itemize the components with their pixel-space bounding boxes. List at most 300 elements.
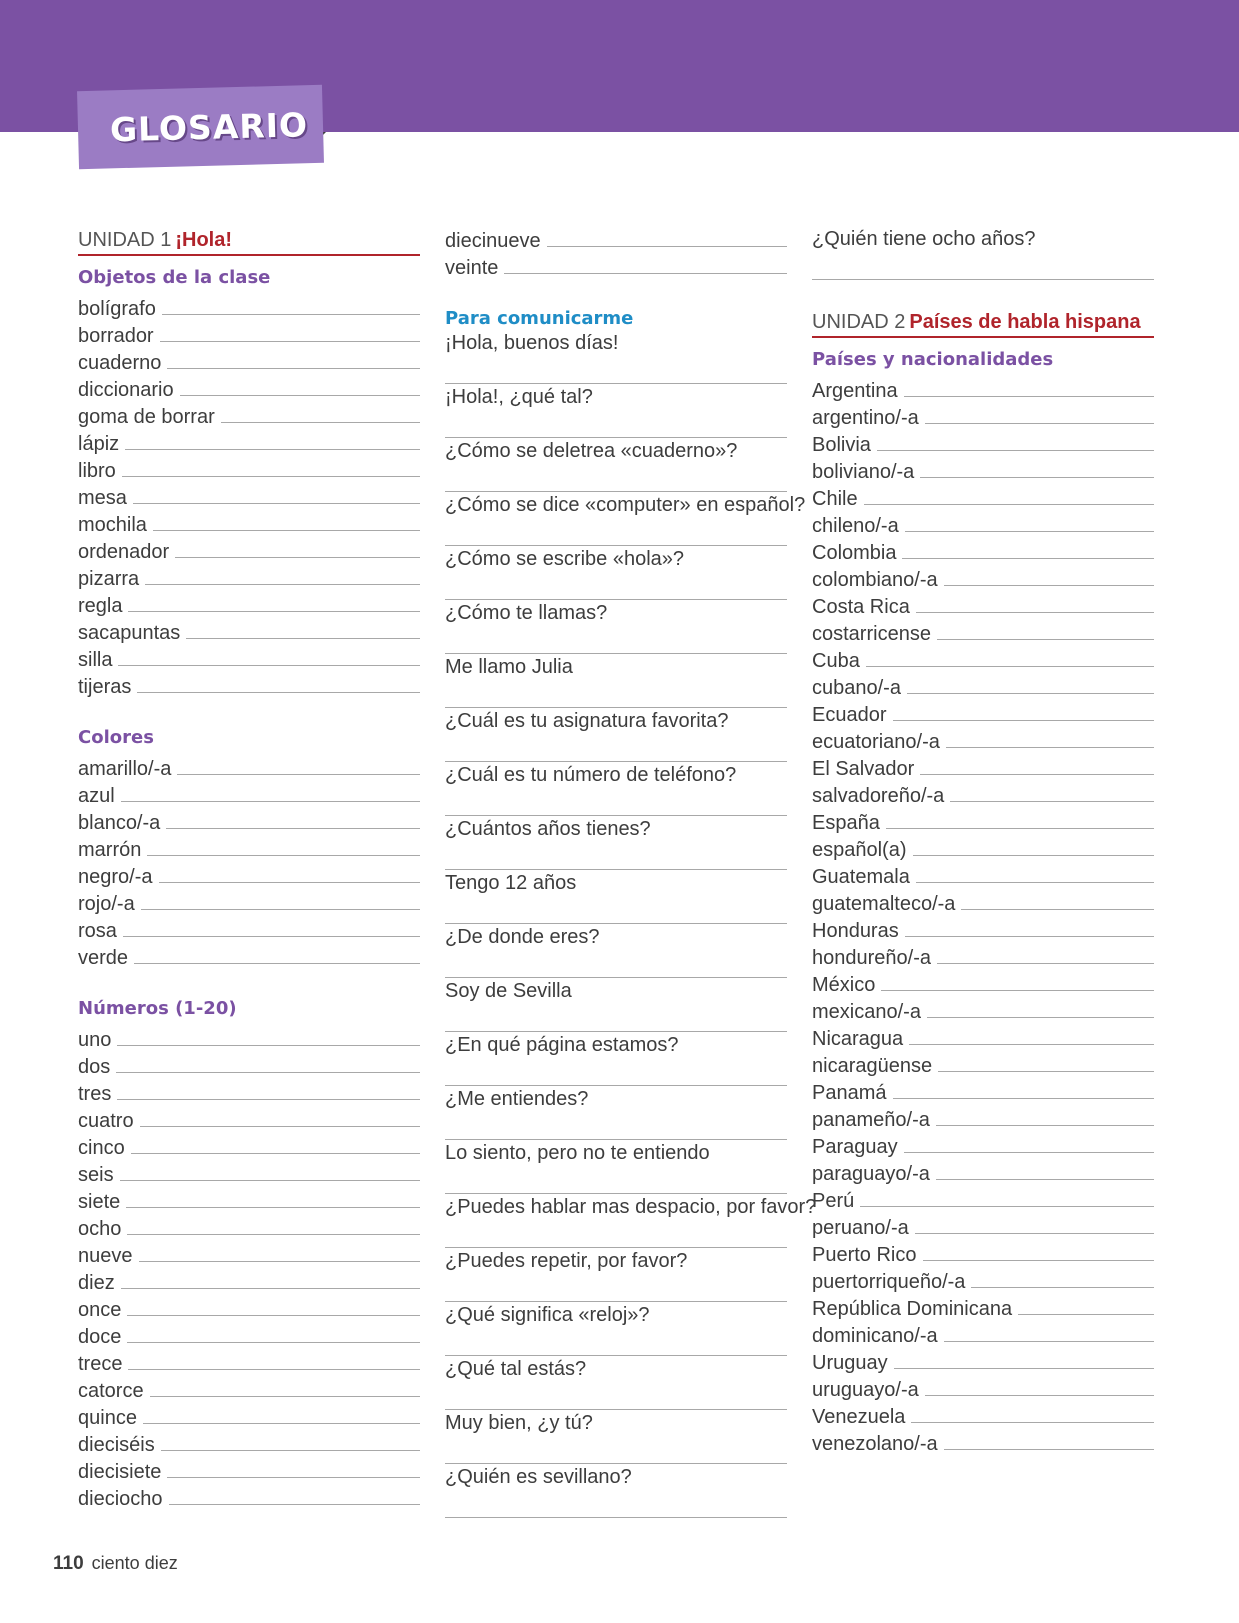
vocab-word: Perú xyxy=(812,1190,855,1212)
answer-line[interactable] xyxy=(167,368,420,369)
vocab-entry xyxy=(78,1376,420,1403)
answer-line[interactable] xyxy=(175,557,420,558)
answer-line[interactable] xyxy=(893,720,1155,721)
vocab-entry xyxy=(812,1159,1154,1186)
answer-line[interactable] xyxy=(177,774,420,775)
phrase-text: ¿Cómo se escribe «hola»? xyxy=(445,548,685,570)
answer-line[interactable] xyxy=(925,1395,1154,1396)
answer-line[interactable] xyxy=(133,503,420,504)
answer-line[interactable] xyxy=(894,1368,1154,1369)
answer-line[interactable] xyxy=(125,449,420,450)
column-phrases xyxy=(445,226,817,1518)
vocab-entry xyxy=(812,1375,1154,1402)
answer-line[interactable] xyxy=(904,396,1154,397)
vocab-word: mochila xyxy=(78,514,147,536)
vocab-entry xyxy=(78,1241,420,1268)
answer-line[interactable] xyxy=(950,801,1154,802)
answer-line[interactable] xyxy=(127,1315,420,1316)
answer-line[interactable] xyxy=(117,1099,420,1100)
vocab-word: chileno/-a xyxy=(812,515,899,537)
vocab-entry xyxy=(78,916,420,943)
vocab-entry xyxy=(812,646,1154,673)
vocab-entry xyxy=(78,808,420,835)
answer-line[interactable] xyxy=(913,855,1154,856)
answer-line[interactable] xyxy=(925,423,1154,424)
vocab-entry xyxy=(812,1402,1154,1429)
vocab-word: Honduras xyxy=(812,920,899,942)
answer-line[interactable] xyxy=(961,909,1154,910)
vocab-word: Nicaragua xyxy=(812,1028,904,1050)
column-unidad-1 xyxy=(78,226,420,1511)
answer-line[interactable] xyxy=(139,1261,421,1262)
answer-line[interactable] xyxy=(147,855,420,856)
vocab-word: libro xyxy=(78,460,116,482)
answer-line[interactable] xyxy=(128,611,420,612)
phrase-text: ¡Hola!, ¿qué tal? xyxy=(445,386,593,408)
phrase-text: ¿Quién tiene ocho años? xyxy=(812,228,1036,250)
phrase-entry[interactable] xyxy=(445,600,787,654)
vocab-word: hondureño/-a xyxy=(812,947,931,969)
vocab-word: diez xyxy=(78,1272,115,1294)
phrase-text: ¿Cuál es tu asignatura favorita? xyxy=(445,710,729,732)
page-footer xyxy=(53,1553,178,1575)
phrase-entry[interactable] xyxy=(445,762,787,816)
vocab-entry xyxy=(78,1052,420,1079)
vocab-entry xyxy=(78,321,420,348)
vocab-entry xyxy=(812,808,1154,835)
vocab-word: negro/-a xyxy=(78,866,153,888)
answer-line[interactable] xyxy=(221,422,420,423)
phrase-entry[interactable] xyxy=(445,1032,787,1086)
answer-line[interactable] xyxy=(936,1179,1154,1180)
vocab-entry xyxy=(812,1267,1154,1294)
vocab-entry xyxy=(78,1349,420,1376)
vocab-entry xyxy=(812,889,1154,916)
vocab-word: sacapuntas xyxy=(78,622,181,644)
vocab-word: cuaderno xyxy=(78,352,162,374)
vocab-word: trece xyxy=(78,1353,123,1375)
vocab-word: once xyxy=(78,1299,122,1321)
vocab-word: peruano/-a xyxy=(812,1217,909,1239)
answer-line[interactable] xyxy=(123,936,420,937)
vocab-entry xyxy=(812,673,1154,700)
vocab-entry xyxy=(78,429,420,456)
phrase-text: ¿Puedes hablar mas despacio, por favor? xyxy=(445,1196,817,1218)
phrase-text: ¿Cuántos años tienes? xyxy=(445,818,651,840)
phrase-entry[interactable] xyxy=(445,492,806,546)
vocab-word: regla xyxy=(78,595,123,617)
vocab-word: uruguayo/-a xyxy=(812,1379,919,1401)
phrase-entry[interactable] xyxy=(445,816,787,870)
answer-line[interactable] xyxy=(937,639,1154,640)
vocab-entry xyxy=(78,1133,420,1160)
phrase-entry[interactable] xyxy=(445,1194,817,1248)
vocab-word: salvadoreño/-a xyxy=(812,785,945,807)
phrase-entry[interactable] xyxy=(445,1410,787,1464)
vocab-word: rojo/-a xyxy=(78,893,135,915)
vocab-entry xyxy=(812,1105,1154,1132)
answer-line[interactable] xyxy=(877,450,1154,451)
vocab-entry xyxy=(812,1294,1154,1321)
vocab-word: El Salvador xyxy=(812,758,915,780)
phrase-text: ¿En qué página estamos? xyxy=(445,1034,679,1056)
vocab-word: Venezuela xyxy=(812,1406,906,1428)
answer-line[interactable] xyxy=(143,1423,420,1424)
vocab-entry xyxy=(445,226,787,253)
vocab-word: paraguayo/-a xyxy=(812,1163,930,1185)
phrase-text: ¿De donde eres? xyxy=(445,926,600,948)
vocab-word: cubano/-a xyxy=(812,677,901,699)
vocab-word: ecuatoriano/-a xyxy=(812,731,940,753)
vocab-entry xyxy=(812,997,1154,1024)
answer-line[interactable] xyxy=(944,1449,1154,1450)
vocab-entry xyxy=(78,1106,420,1133)
answer-line[interactable] xyxy=(159,882,421,883)
vocab-word: azul xyxy=(78,785,115,807)
vocab-entry xyxy=(78,1457,420,1484)
vocab-word: verde xyxy=(78,947,129,969)
vocab-entry xyxy=(78,1214,420,1241)
answer-line[interactable] xyxy=(150,1396,420,1397)
vocab-word: cinco xyxy=(78,1137,125,1159)
phrase-entry[interactable] xyxy=(445,1356,787,1410)
answer-line[interactable] xyxy=(860,1206,1154,1207)
phrase-entry[interactable] xyxy=(445,330,787,384)
vocab-entry xyxy=(78,889,420,916)
vocab-entry xyxy=(78,672,420,699)
vocab-entry xyxy=(78,564,420,591)
vocab-entry xyxy=(812,862,1154,889)
phrase-entry[interactable] xyxy=(445,1302,787,1356)
answer-line[interactable] xyxy=(547,246,787,247)
answer-line[interactable] xyxy=(904,1152,1154,1153)
answer-line[interactable] xyxy=(141,909,420,910)
answer-line[interactable] xyxy=(162,314,420,315)
answer-line[interactable] xyxy=(1018,1314,1154,1315)
vocab-word: costarricense xyxy=(812,623,931,645)
vocab-word: siete xyxy=(78,1191,121,1213)
phrase-text: ¿Cómo se deletrea «cuaderno»? xyxy=(445,440,738,462)
answer-line[interactable] xyxy=(180,395,420,396)
vocab-word: catorce xyxy=(78,1380,144,1402)
answer-line[interactable] xyxy=(117,1045,420,1046)
vocab-entry xyxy=(812,1321,1154,1348)
vocab-entry xyxy=(812,727,1154,754)
answer-line[interactable] xyxy=(131,1153,420,1154)
answer-line[interactable] xyxy=(866,666,1154,667)
vocab-entry xyxy=(812,1240,1154,1267)
vocab-entry xyxy=(812,916,1154,943)
vocab-word: borrador xyxy=(78,325,154,347)
answer-line[interactable] xyxy=(927,1017,1154,1018)
vocab-entry xyxy=(78,1322,420,1349)
vocab-word: lápiz xyxy=(78,433,120,455)
answer-line[interactable] xyxy=(137,692,420,693)
vocab-word: Paraguay xyxy=(812,1136,898,1158)
vocab-entry xyxy=(812,1213,1154,1240)
vocab-entry xyxy=(812,1051,1154,1078)
phrase-entry[interactable] xyxy=(445,384,787,438)
vocab-entry xyxy=(78,483,420,510)
vocab-entry xyxy=(78,943,420,970)
vocab-word: seis xyxy=(78,1164,114,1186)
vocab-word: Guatemala xyxy=(812,866,910,888)
vocab-word: Chile xyxy=(812,488,858,510)
vocab-entry xyxy=(812,700,1154,727)
answer-line[interactable] xyxy=(920,774,1154,775)
unit-title: ¡Hola! xyxy=(175,229,233,251)
answer-line[interactable] xyxy=(167,1477,420,1478)
answer-line[interactable] xyxy=(971,1287,1154,1288)
vocab-word: puertorriqueño/-a xyxy=(812,1271,966,1293)
vocab-entry xyxy=(812,754,1154,781)
vocab-word: Cuba xyxy=(812,650,860,672)
vocab-word: boliviano/-a xyxy=(812,461,915,483)
phrase-entry[interactable] xyxy=(445,1086,787,1140)
vocab-word: marrón xyxy=(78,839,142,861)
answer-line[interactable] xyxy=(905,936,1154,937)
vocab-entry xyxy=(812,1429,1154,1456)
answer-line[interactable] xyxy=(121,801,420,802)
answer-line[interactable] xyxy=(120,1180,420,1181)
vocab-entry xyxy=(445,253,787,280)
vocab-word: español(a) xyxy=(812,839,907,861)
vocab-entry xyxy=(812,970,1154,997)
answer-line[interactable] xyxy=(907,693,1154,694)
vocab-word: mesa xyxy=(78,487,127,509)
vocab-entry xyxy=(812,1186,1154,1213)
section-title: Objetos de la clase xyxy=(78,267,271,288)
vocab-entry xyxy=(812,538,1154,565)
phrase-entry[interactable] xyxy=(445,924,787,978)
phrase-text: Muy bien, ¿y tú? xyxy=(445,1412,593,1434)
vocab-entry xyxy=(78,645,420,672)
unit-heading xyxy=(78,226,420,256)
phrase-entry[interactable] xyxy=(445,546,787,600)
vocab-word: dieciséis xyxy=(78,1434,155,1456)
vocab-word: goma de borrar xyxy=(78,406,215,428)
vocab-entry xyxy=(78,1295,420,1322)
phrase-text: ¿Cuál es tu número de teléfono? xyxy=(445,764,737,786)
column-unidad-2 xyxy=(812,226,1154,1456)
vocab-word: cuatro xyxy=(78,1110,134,1132)
answer-line[interactable] xyxy=(126,1207,420,1208)
phrase-entry xyxy=(812,226,1154,280)
vocab-word: quince xyxy=(78,1407,137,1429)
answer-line[interactable] xyxy=(186,638,420,639)
vocab-word: veinte xyxy=(445,257,499,279)
answer-line[interactable] xyxy=(864,504,1154,505)
vocab-word: tres xyxy=(78,1083,112,1105)
answer-line[interactable] xyxy=(153,530,420,531)
vocab-entry xyxy=(812,430,1154,457)
answer-line[interactable] xyxy=(936,1125,1154,1126)
vocab-word: colombiano/-a xyxy=(812,569,938,591)
vocab-entry xyxy=(78,1430,420,1457)
vocab-word: diecinueve xyxy=(445,230,541,252)
vocab-word: Puerto Rico xyxy=(812,1244,917,1266)
vocab-entry xyxy=(78,348,420,375)
vocab-word: venezolano/-a xyxy=(812,1433,938,1455)
vocab-word: dominicano/-a xyxy=(812,1325,938,1347)
answer-line[interactable] xyxy=(145,584,420,585)
answer-line[interactable] xyxy=(121,1288,420,1289)
phrase-text: Me llamo Julia xyxy=(445,656,573,678)
answer-line[interactable] xyxy=(937,963,1154,964)
vocab-entry xyxy=(812,457,1154,484)
vocab-entry xyxy=(78,781,420,808)
vocab-entry xyxy=(78,1079,420,1106)
vocab-word: rosa xyxy=(78,920,117,942)
page-number-words: ciento diez xyxy=(91,1553,178,1573)
vocab-entry xyxy=(812,592,1154,619)
phrase-text: ¿Qué tal estás? xyxy=(445,1358,587,1380)
vocab-entry xyxy=(78,294,420,321)
vocab-entry xyxy=(812,835,1154,862)
vocab-entry xyxy=(78,618,420,645)
answer-line[interactable] xyxy=(140,1126,420,1127)
vocab-entry xyxy=(812,403,1154,430)
vocab-word: ordenador xyxy=(78,541,170,563)
vocab-entry xyxy=(78,862,420,889)
answer-line[interactable] xyxy=(909,1044,1154,1045)
answer-line[interactable] xyxy=(128,1369,420,1370)
answer-line[interactable] xyxy=(938,1071,1154,1072)
answer-line[interactable] xyxy=(118,665,420,666)
phrase-entry[interactable] xyxy=(445,1140,787,1194)
vocab-entry xyxy=(78,1403,420,1430)
phrase-text: ¿Me entiendes? xyxy=(445,1088,589,1110)
vocab-word: dos xyxy=(78,1056,111,1078)
vocab-entry xyxy=(78,375,420,402)
vocab-word: uno xyxy=(78,1029,112,1051)
vocab-word: Colombia xyxy=(812,542,897,564)
vocab-word: argentino/-a xyxy=(812,407,919,429)
vocab-entry xyxy=(78,754,420,781)
answer-line[interactable] xyxy=(893,1098,1155,1099)
answer-line[interactable] xyxy=(134,963,420,964)
vocab-word: panameño/-a xyxy=(812,1109,930,1131)
vocab-entry xyxy=(78,1187,420,1214)
answer-line[interactable] xyxy=(160,341,420,342)
phrase-entry[interactable] xyxy=(445,654,787,708)
vocab-entry xyxy=(78,537,420,564)
answer-line[interactable] xyxy=(127,1234,420,1235)
phrase-text: ¿Qué significa «reloj»? xyxy=(445,1304,650,1326)
phrase-text: Tengo 12 años xyxy=(445,872,577,894)
vocab-entry xyxy=(812,619,1154,646)
section-title: Para comunicarme xyxy=(445,308,634,329)
vocab-word: diecisiete xyxy=(78,1461,162,1483)
section-title: Números (1-20) xyxy=(78,998,237,1019)
answer-line[interactable] xyxy=(905,531,1154,532)
phrase-text: ¿Cómo se dice «computer» en español? xyxy=(445,494,806,516)
vocab-word: amarillo/-a xyxy=(78,758,172,780)
phrase-entry[interactable] xyxy=(445,708,787,762)
answer-line[interactable] xyxy=(944,1341,1154,1342)
vocab-word: ocho xyxy=(78,1218,122,1240)
title-tab xyxy=(77,85,324,169)
vocab-entry xyxy=(812,1132,1154,1159)
phrase-entry[interactable] xyxy=(445,438,787,492)
vocab-entry xyxy=(78,835,420,862)
answer-line[interactable] xyxy=(916,882,1154,883)
vocab-word: tijeras xyxy=(78,676,132,698)
vocab-entry xyxy=(78,510,420,537)
vocab-entry xyxy=(812,565,1154,592)
vocab-word: diccionario xyxy=(78,379,174,401)
vocab-word: Ecuador xyxy=(812,704,887,726)
vocab-entry xyxy=(78,1160,420,1187)
answer-line[interactable] xyxy=(881,990,1154,991)
phrase-text: ¿Quién es sevillano? xyxy=(445,1466,632,1488)
answer-line[interactable] xyxy=(886,828,1154,829)
answer-line[interactable] xyxy=(116,1072,420,1073)
answer-line[interactable] xyxy=(916,612,1154,613)
answer-line[interactable] xyxy=(946,747,1154,748)
vocab-word: guatemalteco/-a xyxy=(812,893,956,915)
vocab-entry xyxy=(812,511,1154,538)
page-number: 110 xyxy=(53,1553,84,1574)
answer-line[interactable] xyxy=(944,585,1154,586)
vocab-entry xyxy=(78,1484,420,1511)
vocab-word: República Dominicana xyxy=(812,1298,1013,1320)
vocab-word: blanco/-a xyxy=(78,812,161,834)
phrase-text: ¿Puedes repetir, por favor? xyxy=(445,1250,688,1272)
answer-line[interactable] xyxy=(902,558,1154,559)
answer-line[interactable] xyxy=(911,1422,1154,1423)
phrase-entry[interactable] xyxy=(445,1248,787,1302)
vocab-word: Costa Rica xyxy=(812,596,910,618)
vocab-word: Panamá xyxy=(812,1082,887,1104)
answer-line[interactable] xyxy=(122,476,420,477)
vocab-entry xyxy=(78,1268,420,1295)
vocab-word: dieciocho xyxy=(78,1488,163,1510)
answer-line[interactable] xyxy=(166,828,420,829)
phrase-entry[interactable] xyxy=(445,978,787,1032)
phrase-entry[interactable] xyxy=(445,870,787,924)
phrase-entry[interactable] xyxy=(445,1464,787,1518)
vocab-word: España xyxy=(812,812,880,834)
answer-line[interactable] xyxy=(504,273,787,274)
section-title: Colores xyxy=(78,727,154,748)
vocab-word: Uruguay xyxy=(812,1352,888,1374)
answer-line[interactable] xyxy=(127,1342,420,1343)
unit-heading xyxy=(812,308,1154,338)
vocab-word: nueve xyxy=(78,1245,133,1267)
vocab-entry xyxy=(78,402,420,429)
vocab-entry xyxy=(812,1024,1154,1051)
answer-line[interactable] xyxy=(923,1260,1155,1261)
unit-label: UNIDAD 1 xyxy=(78,229,172,251)
phrase-text: ¡Hola, buenos días! xyxy=(445,332,619,354)
phrase-text: ¿Cómo te llamas? xyxy=(445,602,608,624)
vocab-word: México xyxy=(812,974,876,996)
vocab-entry xyxy=(812,1078,1154,1105)
page-title: GLOSARIO xyxy=(109,104,309,149)
vocab-word: mexicano/-a xyxy=(812,1001,921,1023)
vocab-entry xyxy=(78,1025,420,1052)
answer-line[interactable] xyxy=(915,1233,1154,1234)
answer-line[interactable] xyxy=(161,1450,420,1451)
vocab-entry xyxy=(78,591,420,618)
answer-line[interactable] xyxy=(920,477,1154,478)
vocab-entry xyxy=(78,456,420,483)
answer-line[interactable] xyxy=(169,1504,420,1505)
vocab-word: doce xyxy=(78,1326,122,1348)
phrase-text: Soy de Sevilla xyxy=(445,980,572,1002)
vocab-entry xyxy=(812,1348,1154,1375)
